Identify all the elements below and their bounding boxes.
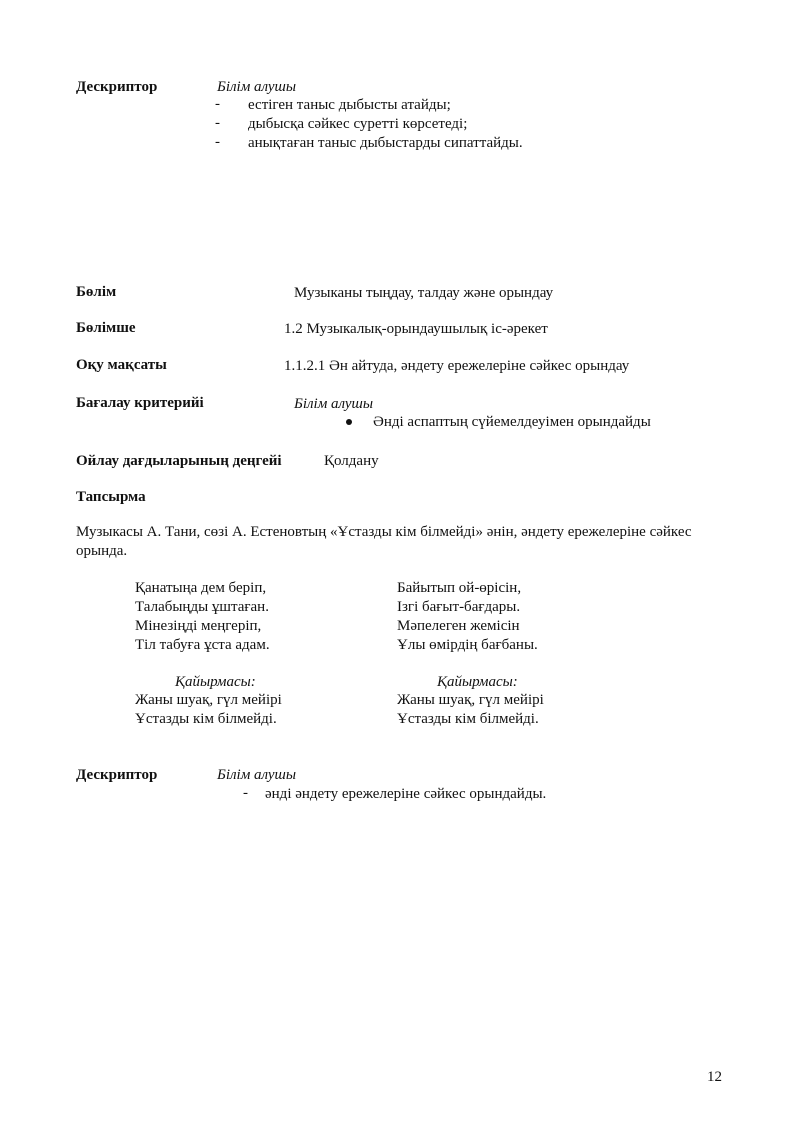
lyric-line: Жаны шуақ, гүл мейірі <box>135 692 282 708</box>
bullet-icon <box>346 419 352 425</box>
task-heading: Тапсырма <box>76 489 146 505</box>
criteria-label: Бағалау критерийі <box>76 395 204 411</box>
refrain-label: Қайырмасы: <box>175 674 256 690</box>
descriptor-item: әнді әндету ережелеріне сәйкес орындайды. <box>265 786 547 802</box>
objective-label: Оқу мақсаты <box>76 357 167 373</box>
descriptor-subtitle: Білім алушы <box>217 767 297 783</box>
dash-marker: - <box>243 785 248 801</box>
lyric-line: Жаны шуақ, гүл мейірі <box>397 692 544 708</box>
descriptor-subtitle: Білім алушы <box>217 79 297 95</box>
page-number: 12 <box>707 1069 722 1085</box>
section-value: Музыканы тыңдау, талдау және орындау <box>294 285 554 301</box>
dash-marker: - <box>215 134 220 150</box>
criteria-subtitle: Білім алушы <box>294 396 374 412</box>
lyric-line: Мәпелеген жемісін <box>397 618 520 634</box>
lyric-line: Ұстазды кім білмейді. <box>397 711 539 727</box>
subsection-label: Бөлімше <box>76 320 136 336</box>
task-text: Музыкасы А. Тани, сөзі А. Естеновтың «Ұстазды кім білмейді» әнін, әндету ережелеріне сәйкес орында. <box>76 524 692 559</box>
objective-value: 1.1.2.1 Ән айтуда, әндету ережелеріне сәйкес орындау <box>284 358 630 374</box>
descriptor-item: естіген таныс дыбысты атайды; <box>248 97 451 113</box>
dash-marker: - <box>215 115 220 131</box>
descriptor-item: анықтаған таныс дыбыстарды сипаттайды. <box>248 135 523 151</box>
thinking-level-label: Ойлау дағдыларының деңгейі <box>76 453 282 469</box>
section-label: Бөлім <box>76 284 117 300</box>
subsection-value: 1.2 Музыкалық-орындаушылық іс-әрекет <box>284 321 548 337</box>
descriptor-label: Дескриптор <box>76 79 158 95</box>
criteria-item: Әнді аспаптың сүйемелдеуімен орындайды <box>373 414 651 430</box>
thinking-level-value: Қолдану <box>324 453 379 469</box>
dash-marker: - <box>215 96 220 112</box>
lyric-line: Байытып ой-өрісін, <box>397 580 522 596</box>
lyric-line: Ұлы өмірдің бағбаны. <box>397 637 538 653</box>
lyric-line: Ұстазды кім білмейді. <box>135 711 277 727</box>
lyric-line: Қанатыңа дем беріп, <box>135 580 267 596</box>
lyric-line: Мінезіңді меңгеріп, <box>135 618 262 634</box>
lyric-line: Тіл табуға ұста адам. <box>135 637 270 653</box>
lyric-line: Талабыңды ұштаған. <box>135 599 269 615</box>
refrain-label: Қайырмасы: <box>437 674 518 690</box>
lyric-line: Ізгі бағыт-бағдары. <box>397 599 521 615</box>
descriptor-label: Дескриптор <box>76 767 158 783</box>
descriptor-item: дыбысқа сәйкес суретті көрсетеді; <box>248 116 468 132</box>
